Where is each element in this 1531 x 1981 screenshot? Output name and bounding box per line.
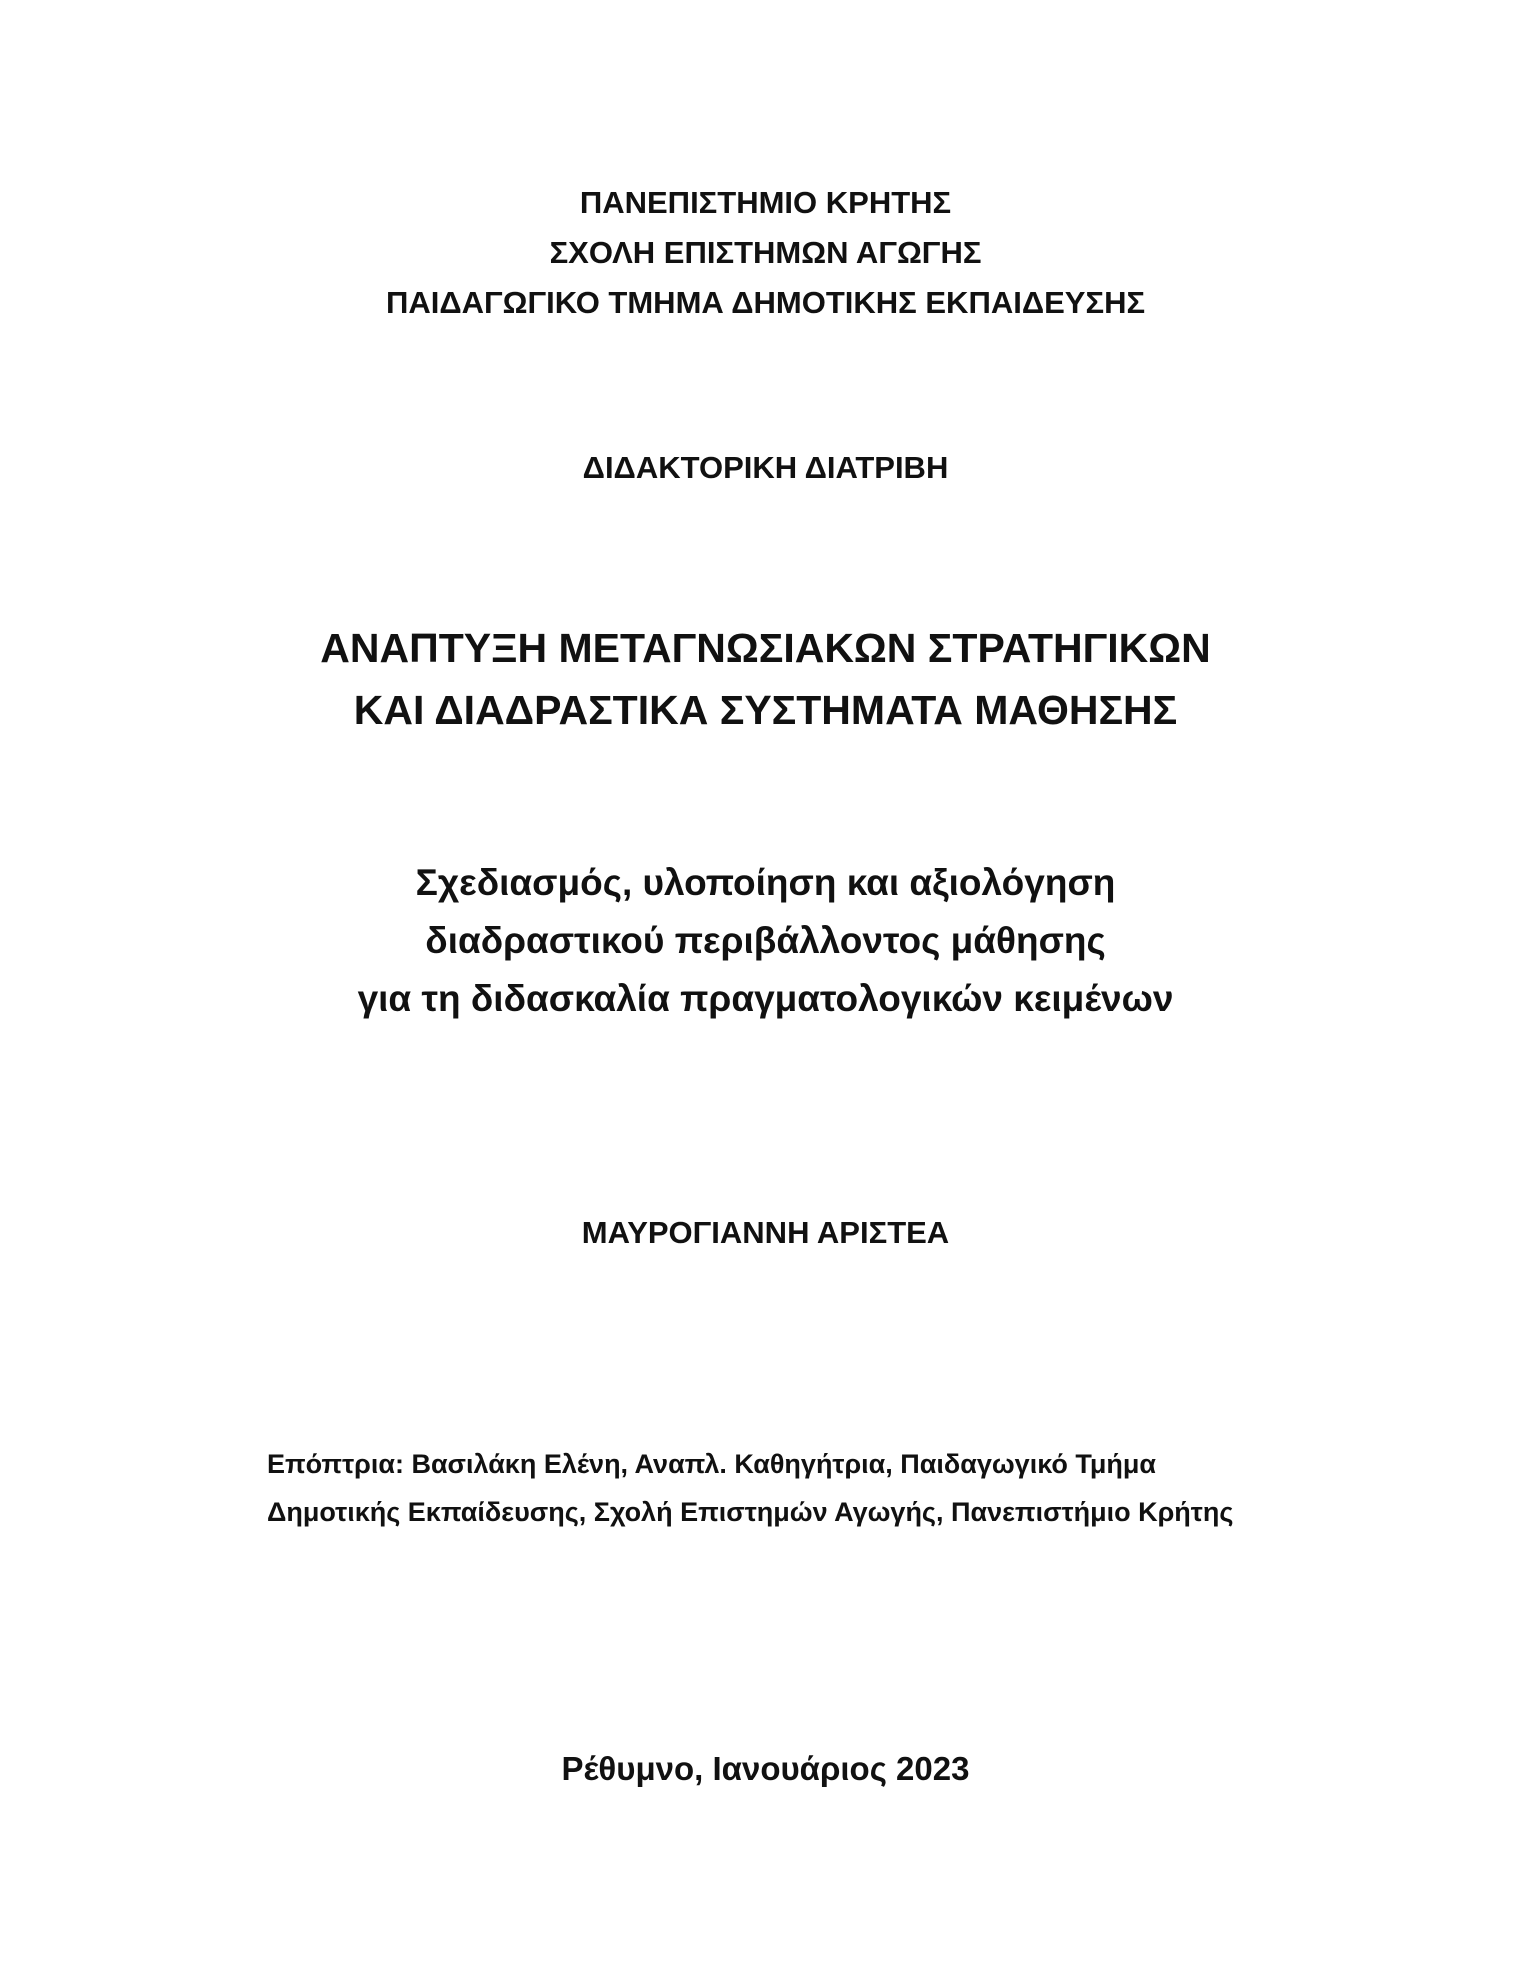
- document-type-label: ΔΙΔΑΚΤΟΡΙΚΗ ΔΙΑΤΡΙΒΗ: [582, 450, 949, 485]
- thesis-title-line-1: ΑΝΑΠΤΥΞΗ ΜΕΤΑΓΝΩΣΙΑΚΩΝ ΣΤΡΑΤΗΓΙΚΩΝ: [320, 625, 1211, 671]
- author-name: ΜΑΥΡΟΓΙΑΝΝΗ ΑΡΙΣΤΕΑ: [581, 1215, 950, 1250]
- thesis-title: [0, 617, 1531, 741]
- thesis-subtitle-line-2: διαδραστικού περιβάλλοντος μάθησης: [425, 920, 1106, 961]
- supervisor-line-2: Δημοτικής Εκπαίδευσης, Σχολή Επιστημών Αγωγής, Πανεπιστήμιο Κρήτης: [267, 1497, 1234, 1527]
- thesis-title-line-2: ΚΑΙ ΔΙΑΔΡΑΣΤΙΚΑ ΣΥΣΤΗΜΑΤΑ ΜΑΘΗΣΗΣ: [353, 687, 1178, 733]
- thesis-subtitle-line-3: για τη διδασκαλία πραγματολογικών κειμένων: [357, 978, 1174, 1019]
- school-name: ΣΧΟΛΗ ΕΠΙΣΤΗΜΩΝ ΑΓΩΓΗΣ: [549, 235, 982, 270]
- place-and-date: [0, 1743, 1531, 1795]
- place-date-text: Ρέθυμνο, Ιανουάριος 2023: [561, 1750, 970, 1787]
- supervisor-line-1: Επόπτρια: Βασιλάκη Ελένη, Αναπλ. Καθηγήτρια, Παιδαγωγικό Τμήμα: [267, 1449, 1156, 1479]
- institution-header: [0, 178, 1531, 328]
- thesis-subtitle: [0, 854, 1531, 1028]
- thesis-subtitle-line-1: Σχεδιασμός, υλοποίηση και αξιολόγηση: [415, 862, 1116, 903]
- document-type: [0, 443, 1531, 493]
- supervisor-info: [267, 1440, 1447, 1536]
- department-name: ΠΑΙΔΑΓΩΓΙΚΟ ΤΜΗΜΑ ΔΗΜΟΤΙΚΗΣ ΕΚΠΑΙΔΕΥΣΗΣ: [385, 285, 1146, 320]
- author: [0, 1208, 1531, 1258]
- university-name: ΠΑΝΕΠΙΣΤΗΜΙΟ ΚΡΗΤΗΣ: [579, 185, 952, 220]
